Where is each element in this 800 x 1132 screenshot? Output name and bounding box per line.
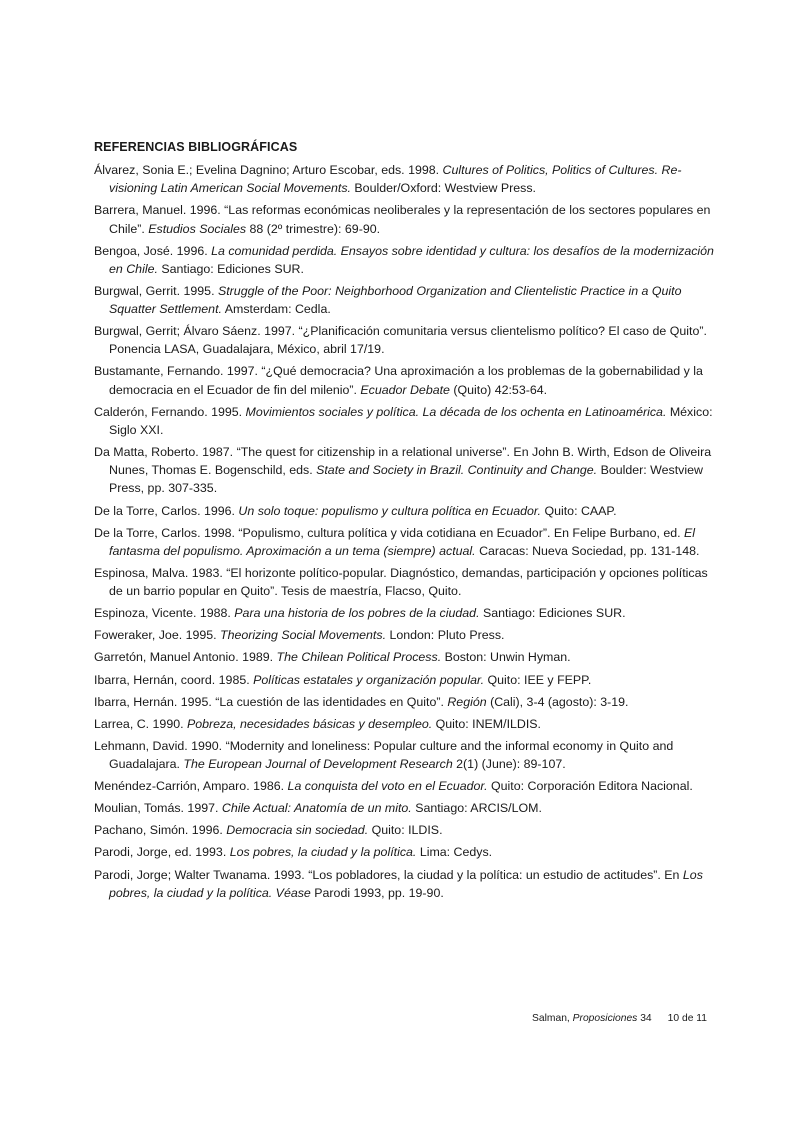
reference-text: Boston: Unwin Hyman. [441, 650, 571, 665]
reference-entry [94, 161, 714, 197]
reference-text: Ibarra, Hernán, coord. 1985. [94, 672, 254, 687]
reference-title: Políticas estatales y organización popular. [253, 672, 485, 687]
reference-title: Democracia sin sociedad. [226, 823, 369, 838]
reference-text: Caracas: Nueva Sociedad, pp. 131-148. [475, 543, 700, 558]
reference-text: Moulian, Tomás. 1997. [94, 801, 222, 816]
reference-entry [94, 242, 714, 278]
reference-entry [94, 564, 714, 600]
reference-text: De la Torre, Carlos. 1998. “Populismo, cultura política y vida cotidiana en Ecuador”. En Felipe Burbano, ed. [94, 525, 685, 540]
reference-entry [94, 843, 714, 861]
reference-text: Quito: IEE y FEPP. [484, 672, 592, 687]
reference-entry [94, 866, 714, 902]
reference-entry [94, 524, 714, 560]
reference-entry [94, 322, 714, 358]
reference-text: Foweraker, Joe. 1995. [94, 628, 221, 643]
reference-entry [94, 403, 714, 439]
reference-text: Burgwal, Gerrit; Álvaro Sáenz. 1997. “¿Planificación comunitaria versus clientelismo político? El caso de Quito”. Ponencia LASA, Guadalajara, México, abril 17/19. [94, 324, 707, 357]
reference-title: Los pobres, la ciudad y la política. [229, 845, 417, 860]
reference-title: Theorizing Social Movements. [220, 628, 387, 643]
reference-text: (Cali), 3-4 (agosto): 3-19. [486, 694, 629, 709]
reference-text: Ibarra, Hernán. 1995. “La cuestión de las identidades en Quito”. [94, 694, 448, 709]
reference-text: Boulder/Oxford: Westview Press. [350, 181, 536, 196]
reference-text: Quito: ILDIS. [368, 823, 443, 838]
reference-text: Santiago: Ediciones SUR. [157, 261, 304, 276]
reference-text: Pachano, Simón. 1996. [94, 823, 227, 838]
reference-entry [94, 604, 714, 622]
reference-text: (Quito) 42:53-64. [449, 382, 548, 397]
reference-title: Cultures of Politics, Politics of Cultures. Re-visioning Latin American Social Movements. [109, 163, 682, 196]
reference-text: Espinoza, Vicente. 1988. [94, 606, 235, 621]
reference-text: 88 (2º trimestre): 69-90. [246, 221, 381, 236]
reference-text: London: Pluto Press. [386, 628, 505, 643]
reference-text: Barrera, Manuel. 1996. “Las reformas económicas neoliberales y la representación de los sectores populares en Chile”. [94, 203, 711, 236]
reference-text: De la Torre, Carlos. 1996. [94, 503, 239, 518]
reference-title: Ecuador Debate [360, 382, 450, 397]
reference-title: State and Society in Brazil. Continuity and Change. [316, 463, 598, 478]
reference-text: Bustamante, Fernando. 1997. “¿Qué democracia? Una aproximación a los problemas de la gobernabilidad y la democracia en el Ecuador de fin del milenio”. [94, 364, 703, 397]
reference-text: Parodi, Jorge; Walter Twanama. 1993. “Los pobladores, la ciudad y la política: un estudio de actitudes”. En [94, 867, 683, 882]
reference-entry [94, 671, 714, 689]
reference-title: Región [447, 694, 487, 709]
reference-title: Pobreza, necesidades básicas y desempleo. [186, 716, 433, 731]
reference-entry [94, 362, 714, 398]
reference-entry [94, 201, 714, 237]
reference-title: Los pobres, la ciudad y la política. Véase [109, 867, 703, 900]
page-number: 10 de 11 [667, 1013, 707, 1024]
reference-title: El fantasma del populismo. Aproximación a un tema (siempre) actual. [109, 525, 696, 558]
reference-text: Bengoa, José. 1996. [94, 243, 212, 258]
reference-title: Chile Actual: Anatomía de un mito. [221, 801, 412, 816]
reference-text: Quito: INEM/ILDIS. [432, 716, 541, 731]
reference-entry [94, 502, 714, 520]
reference-entry [94, 799, 714, 817]
reference-title: Struggle of the Poor: Neighborhood Organization and Clientelistic Practice in a Quito Squatter Settlement. [109, 283, 682, 317]
footer-author: Salman, [532, 1013, 573, 1024]
footer-journal: Proposiciones [572, 1013, 638, 1024]
reference-text: Parodi, Jorge, ed. 1993. [94, 845, 230, 860]
reference-text: Quito: CAAP. [541, 503, 617, 518]
reference-text: Amsterdam: Cedla. [221, 302, 331, 317]
reference-entry [94, 648, 714, 666]
reference-title: The European Journal of Development Research [183, 757, 453, 772]
section-title: REFERENCIAS BIBLIOGRÁFICAS [94, 140, 298, 154]
reference-text: Santiago: ARCIS/LOM. [411, 801, 542, 816]
reference-text: Boulder: Westview Press, pp. 307-335. [109, 463, 703, 496]
reference-text: Calderón, Fernando. 1995. [94, 404, 246, 419]
reference-title: La comunidad perdida. Ensayos sobre identidad y cultura: los desafíos de la modernización en Chile. [109, 243, 714, 276]
reference-list [94, 161, 714, 902]
reference-text: Da Matta, Roberto. 1987. “The quest for citizenship in a relational universe”. En John B. Wirth, Edson de Oliveira Nunes, Thomas E. Bogenschild, eds. [94, 445, 712, 478]
reference-entry [94, 715, 714, 733]
reference-title: Movimientos sociales y política. La década de los ochenta en Latinoamérica. [245, 404, 667, 419]
reference-title: The Chilean Political Process. [276, 650, 442, 665]
document-page [94, 140, 714, 906]
reference-text: Álvarez, Sonia E.; Evelina Dagnino; Arturo Escobar, eds. 1998. [94, 163, 443, 177]
reference-text: México: Siglo XXI. [109, 404, 713, 437]
reference-text: Lehmann, David. 1990. “Modernity and loneliness: Popular culture and the informal economy in Quito and Guadalajara. [94, 738, 674, 772]
reference-title: Un solo toque: populismo y cultura política en Ecuador. [238, 503, 542, 518]
reference-entry [94, 443, 714, 498]
reference-entry [94, 282, 714, 318]
reference-text: Parodi 1993, pp. 19-90. [310, 885, 444, 900]
reference-title: Estudios Sociales [148, 221, 247, 236]
reference-title: Para una historia de los pobres de la ciudad. [234, 606, 480, 621]
reference-text: Larrea, C. 1990. [94, 716, 187, 731]
footer-issue: 34 [637, 1013, 652, 1024]
reference-text: Santiago: Ediciones SUR. [479, 606, 626, 621]
reference-entry [94, 821, 714, 839]
reference-entry [94, 737, 714, 773]
reference-text: Burgwal, Gerrit. 1995. [94, 283, 218, 298]
reference-entry [94, 693, 714, 711]
reference-entry [94, 626, 714, 644]
reference-entry [94, 777, 714, 795]
reference-text: 2(1) (June): 89-107. [452, 757, 566, 772]
reference-text: Quito: Corporación Editora Nacional. [487, 779, 693, 794]
reference-text: Lima: Cedys. [416, 845, 493, 860]
reference-text: Espinosa, Malva. 1983. “El horizonte político-popular. Diagnóstico, demandas, participación y opciones políticas de un barrio popular en Quito”. Tesis de maestría, Flacso, Quito. [94, 565, 708, 599]
reference-text: Menéndez-Carrión, Amparo. 1986. [94, 779, 288, 794]
page-footer [532, 1013, 707, 1024]
reference-text: Garretón, Manuel Antonio. 1989. [94, 650, 277, 665]
reference-title: La conquista del voto en el Ecuador. [287, 779, 488, 794]
